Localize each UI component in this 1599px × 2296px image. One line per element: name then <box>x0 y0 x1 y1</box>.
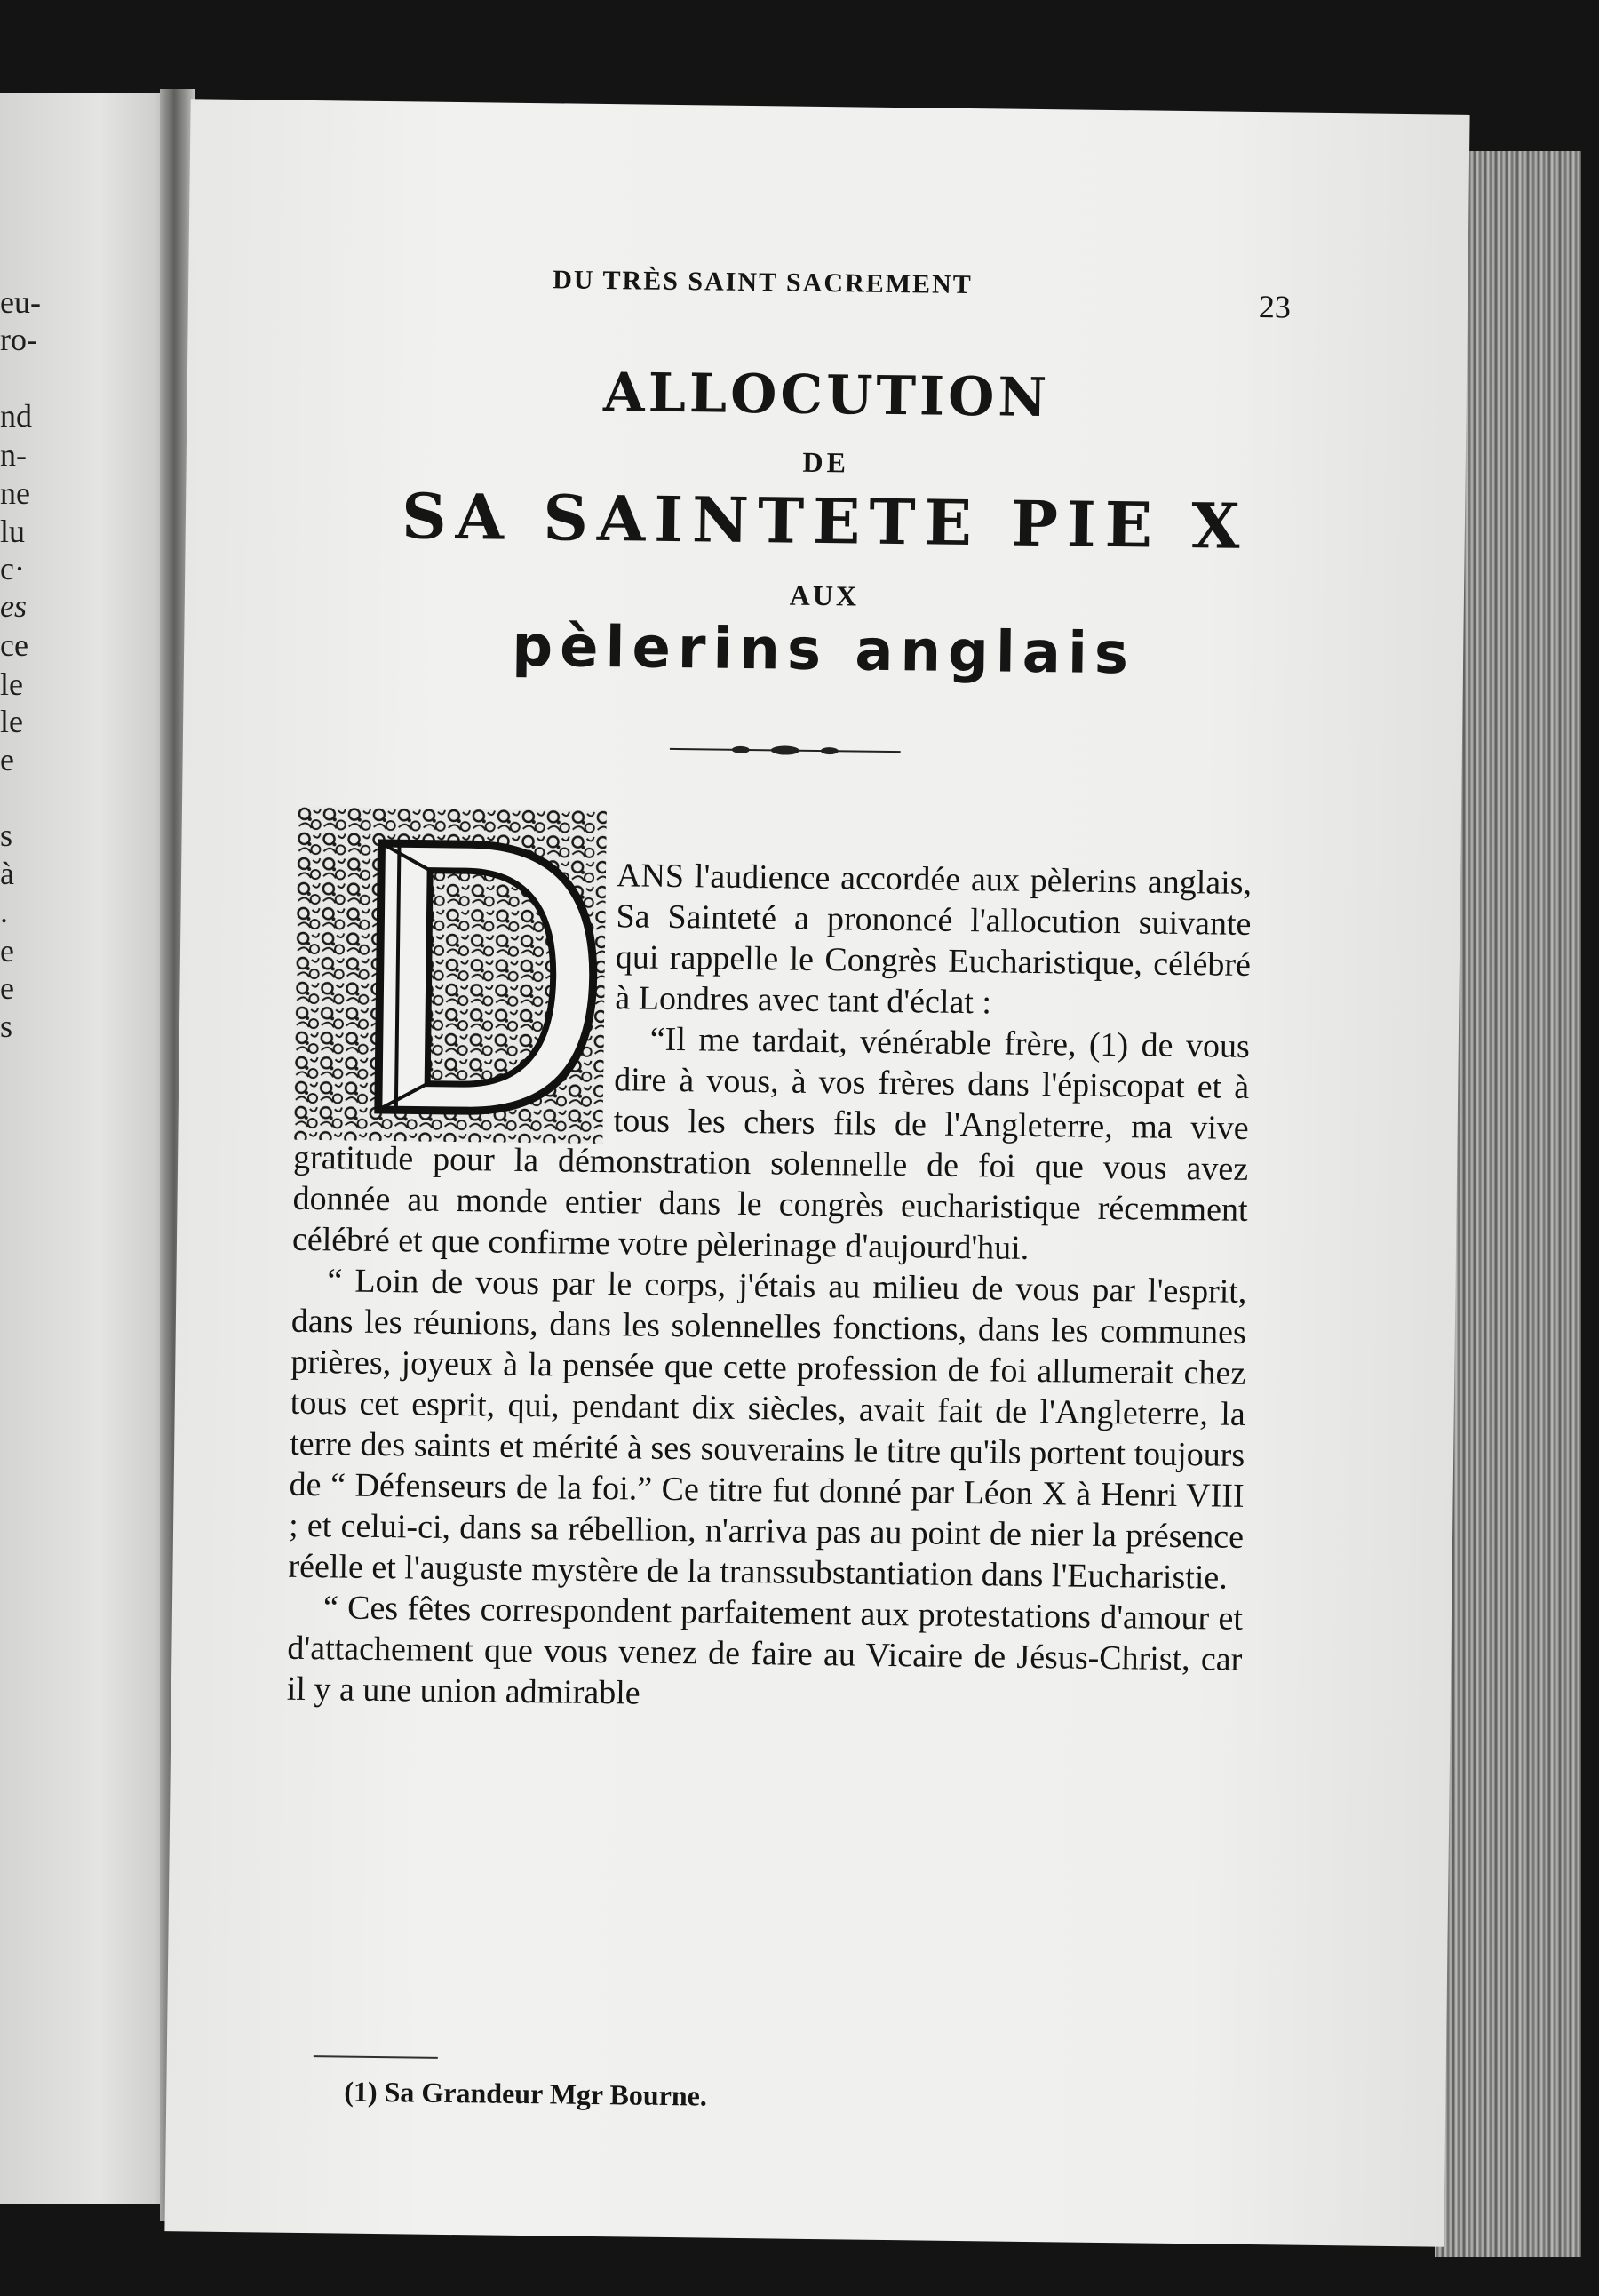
fragment: s <box>0 817 13 853</box>
footnote-rule <box>314 2055 438 2059</box>
fragment: c· <box>0 551 25 586</box>
fragment: eu- <box>0 284 41 320</box>
title-allocution: ALLOCUTION <box>602 361 1051 430</box>
fragment: e <box>0 970 14 1006</box>
fragment: le <box>0 666 23 702</box>
fragment: lu <box>0 514 26 549</box>
ornament-divider-icon <box>670 740 901 761</box>
paragraph-3: “ Loin de vous par le corps, j'étais au milieu de vous par l'esprit, dans les réunions, dans les solennelles fonctions, dans les communes prières, joyeux à la pensée que cette profession de foi allumerait chez tous cet esprit, qui, pendant dix siècles, avait fait de l'Angleterre, la terre des saints et mérité à ses souverains le titre qu'ils portent toujours de “ Défenseurs de la foi.” Ce titre fut donné par Léon X à Henri VIII ; et celui-ci, dans sa rébellion, n'arriva pas au point de nier la présence réelle et l'auguste mystère de la transsubstantiation dans l'Eucharistie. <box>288 1262 1247 1597</box>
fragment: le <box>0 704 23 739</box>
footnote: (1) Sa Grandeur Mgr Bourne. <box>344 2075 708 2112</box>
title-aux: AUX <box>789 578 860 612</box>
drop-cap-spacer <box>293 851 617 1137</box>
fragment: s <box>0 1008 13 1044</box>
previous-page-edge <box>0 93 182 2204</box>
fragment: e <box>0 742 14 777</box>
article-body <box>287 851 1253 1721</box>
fragment: n- <box>0 437 27 473</box>
fragment: à <box>0 856 14 891</box>
paragraph-4: “ Ces fêtes correspondent parfaitement aux protestations d'amour et d'attachement que vous venez de faire au Vicaire de Jésus-Christ, car il y a une union admirable <box>286 1589 1244 1712</box>
paragraph-1: ANS l'audience accordée aux pèlerins anglais, Sa Sainteté a prononcé l'allocution suivante qui rappelle le Congrès Eucharistique, célébré à Londres avec tant d'éclat : <box>615 857 1253 1022</box>
book-page <box>164 99 1469 2246</box>
running-head: DU TRÈS SAINT SACREMENT <box>553 265 973 300</box>
fragment: ro- <box>0 322 37 357</box>
title-de: DE <box>802 445 850 479</box>
fragment: es <box>0 588 27 624</box>
fragment: ne <box>0 475 30 511</box>
fragment: e <box>0 933 14 969</box>
page-number: 23 <box>1258 288 1292 325</box>
paragraph-2: “Il me tardait, vénérable frère, (1) de vous dire à vous, à vos frères dans l'épiscopat et à tous les chers fils de l'Angleterre, ma vive gratitude pour la démonstration solennelle de foi que vous avez donnée au monde entier dans le congrès eucharistique récemment célébré et que confirme votre pèlerinage d'aujourd'hui. <box>291 1020 1251 1267</box>
fragment: . <box>0 894 8 929</box>
fragment: nd <box>0 398 32 434</box>
fragment: ce <box>0 627 28 663</box>
title-pope: SA SAINTETE PIE X <box>401 479 1250 563</box>
title-pilgrims: pèlerins anglais <box>511 613 1136 688</box>
